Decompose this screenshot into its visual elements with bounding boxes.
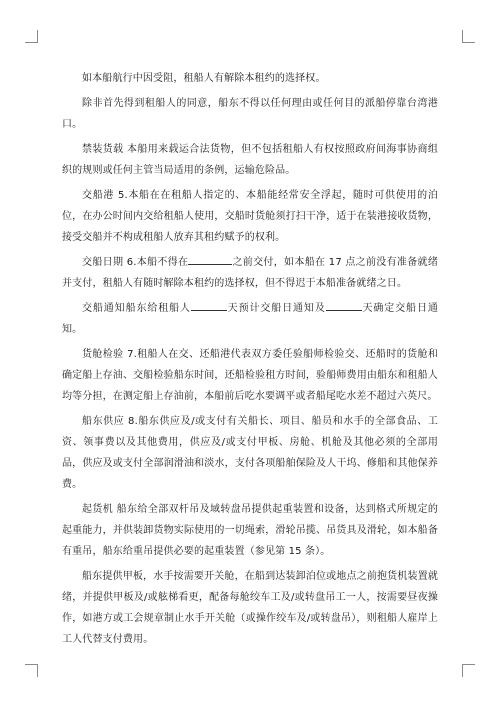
document-body — [62, 68, 438, 654]
crop-mark-bottom-right — [462, 664, 475, 677]
estimated-days-blank — [191, 299, 227, 311]
crop-mark-top-right — [462, 30, 475, 43]
confirmed-days-blank — [326, 299, 362, 311]
delivery-date-prefix: 交船日期 6.本船不得在 — [82, 257, 189, 268]
delivery-date-blank — [188, 253, 232, 265]
crop-mark-top-left — [25, 30, 38, 43]
paragraph-delivery-port: 交船港 5.本船在在租船人指定的、本船能经常安全浮起，随时可供使用的泊位，在办公时间内交给租船人使用，交船时货舱须打扫干净，适于在装港接收货物，接受交船并不构成租船人放弃其租约赋予的权利。 — [62, 190, 438, 243]
paragraph-deck-crew: 船东提供甲板，水手按需要开关舱，在船到达装卸泊位或地点之前抱货机装置就绪，并提供甲板及/或舷梯看更，配备每舱绞车工及/或转盘吊工一人，按需要昼夜操作，如港方或工会规章制止水手开关舱（或操作绞车及/或转盘吊），则租船人雇岸上工人代替支付费用。 — [62, 571, 438, 645]
paragraph-delivery-notice — [62, 298, 438, 340]
delivery-notice-part3: 天确定交船日通知。 — [62, 303, 438, 335]
delivery-notice-part2: 天预计交船日通知及 — [226, 303, 326, 314]
paragraph-owner-supplies: 船东供应 8.船东供应及/或支付有关船长、项目、船员和水手的全部食品、工资、领事费以及其他费用，供应及/或支付甲板、房舱、机舱及其他必须的全部用品，供应及或支付全部润滑油和淡水，支付各项船舶保险及人干坞、修船和其他保养费。 — [62, 416, 438, 490]
paragraph-navigation-obstruction: 如本船航行中因受阻，租船人有解除本租约的选择权。 — [82, 73, 326, 84]
paragraph-taiwan-ports: 除非首先得到租船人的同意，船东不得以任何理由或任何目的派船停靠台湾港口。 — [62, 98, 438, 130]
paragraph-cargo-gear: 起货机 船东给全部双杆吊及域转盘吊提供起重装置和设备，达到格式所规定的起重能力，并供装卸货物实际使用的一切绳索，滑轮吊揽、吊货具及滑轮，如本船备有重吊，船东给重吊提供必要的起重装置（参见第 15 条）。 — [62, 504, 438, 557]
paragraph-prohibited-cargo: 禁装货载 本船用来载运合法货物，但不包括租船人有权按照政府间海事协商组织的规则或任何主管当局适用的条例，运输危险品。 — [62, 144, 438, 176]
crop-mark-bottom-left — [25, 664, 38, 677]
paragraph-hold-survey: 货舱检验 7.租船人在交、还船港代表双方委任验船师检验交、还船时的货舱和确定船上存油、交船检验船东时间，还船检验租方时间，验船师费用由船东和租船人均等分担，在测定船上存油前，本船前后吃水要调平或者船尾吃水差不超过六英尺。 — [62, 349, 438, 402]
paragraph-delivery-date — [62, 252, 438, 294]
delivery-notice-part1: 交船通知船东给租船人 — [82, 303, 191, 314]
delivery-date-suffix: 之前交付，如本船在 17 点之前没有准备就绪并支付，租船人有随时解除本租约的选择权，但不得迟于本船准备就绪之日。 — [62, 257, 438, 289]
